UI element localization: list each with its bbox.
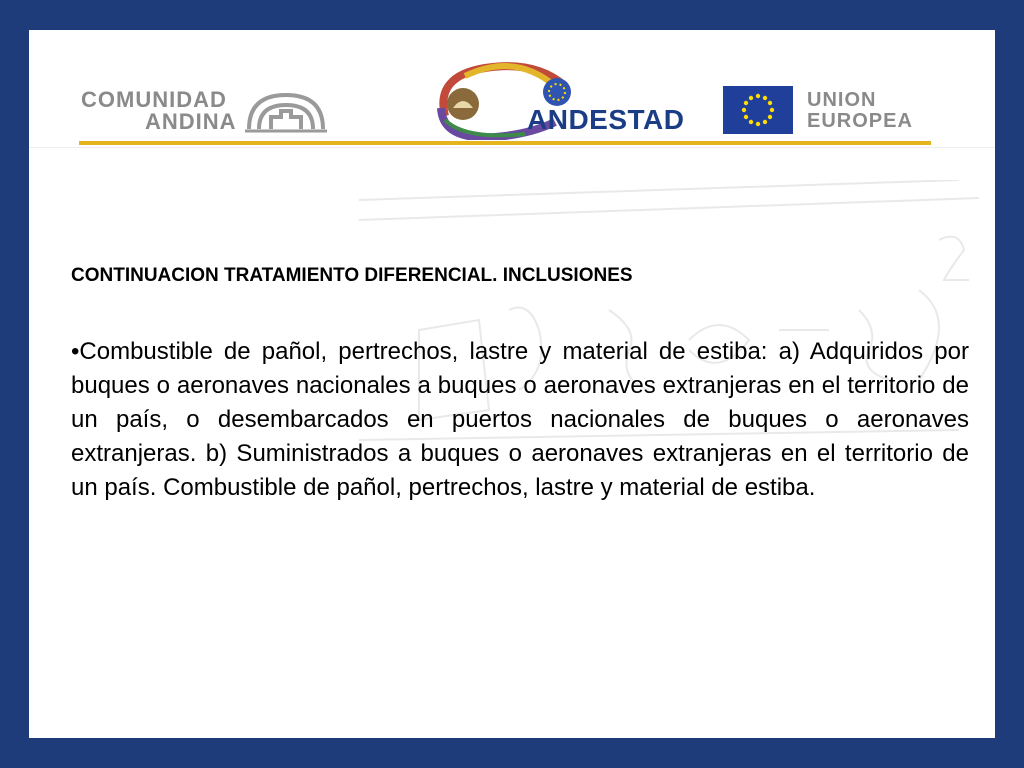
slide [29, 30, 995, 738]
slide-body-bullet: •Combustible de pañol, pertrechos, lastre y material de estiba: a) Adquiridos por buques o aeronaves nacionales a buques o aeronaves extranjeras en el territorio de un país, o desembarcados en puertos nacionales de buques o aeronaves extranjeras. b) Suministrados a buques o aeronaves extranjeras en el territorio de un país. Combustible de pañol, pertrechos, lastre y material de estiba. [71, 338, 969, 501]
comunidad-andina-line1: COMUNIDAD [81, 87, 227, 112]
comunidad-andina-line2: ANDINA [145, 109, 237, 134]
comunidad-andina-logo [81, 88, 327, 134]
union-europea-line2: EUROPEA [807, 110, 913, 132]
andestad-name: ANDESTAD [527, 104, 685, 135]
andean-emblem-icon [245, 89, 327, 133]
union-europea-text [807, 90, 913, 132]
union-europea-line1: UNION [807, 89, 877, 111]
eu-flag-icon [723, 86, 793, 134]
header-divider [79, 141, 931, 145]
slide-title: CONTINUACION TRATAMIENTO DIFERENCIAL. INCLUSIONES [71, 265, 633, 286]
header-shadow-line [29, 147, 995, 148]
